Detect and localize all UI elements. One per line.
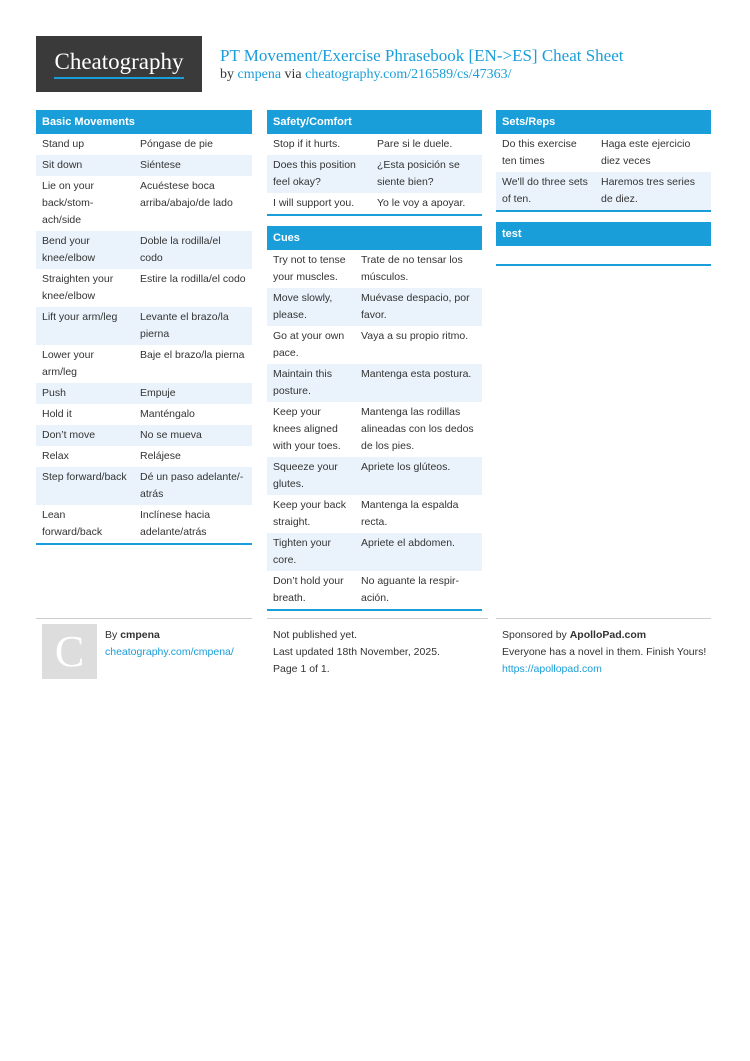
table-row: [267, 457, 482, 495]
spanish-phrase: Empuje: [134, 383, 252, 404]
table-row: [267, 134, 482, 155]
table-row: [36, 505, 252, 543]
english-phrase: Push: [36, 383, 134, 404]
spanish-phrase: Mantenga la espalda recta.: [355, 495, 482, 533]
basic-movements-card: [36, 110, 252, 545]
avatar: C: [42, 624, 97, 679]
table-row: [267, 495, 482, 533]
sheet-url-link[interactable]: cheatography.com/216589/cs/47363/: [305, 67, 512, 82]
spanish-phrase: No aguante la respir- ación.: [355, 571, 482, 609]
table-row: [36, 446, 252, 467]
english-phrase: We'll do three sets of ten.: [496, 172, 595, 210]
safety-comfort-table: [267, 134, 482, 214]
spanish-phrase: Estire la rodilla/el codo: [134, 269, 252, 307]
spanish-phrase: Levante el brazo/la pierna: [134, 307, 252, 345]
table-row: [36, 383, 252, 404]
english-phrase: I will support you.: [267, 193, 371, 214]
sets-reps-table: [496, 134, 711, 210]
page-title: PT Movement/Exercise Phrasebook [EN->ES] Cheat Sheet: [220, 46, 624, 65]
byline: [220, 67, 511, 83]
table-row: [36, 176, 252, 231]
table-row: [496, 172, 711, 210]
card-header: Safety/Comfort: [267, 110, 482, 134]
table-row: [267, 250, 482, 288]
spanish-phrase: Mantenga las rodillas alineadas con los dedos de los pies.: [355, 402, 482, 457]
english-phrase: Lean forward/back: [36, 505, 134, 543]
spanish-phrase: Baje el brazo/la pierna: [134, 345, 252, 383]
sponsor-name: ApolloPad.com: [569, 629, 647, 641]
spanish-phrase: Póngase de pie: [134, 134, 252, 155]
table-row: [267, 326, 482, 364]
footer-author-name: cmpena: [120, 629, 160, 641]
by-label: By: [105, 629, 118, 641]
cues-card: [267, 226, 482, 611]
english-phrase: Maintain this posture.: [267, 364, 355, 402]
footer-status: [267, 618, 488, 678]
spanish-phrase: Dé un paso adelante/- atrás: [134, 467, 252, 505]
spanish-phrase: Haga este ejercicio diez veces: [595, 134, 711, 172]
english-phrase: Relax: [36, 446, 134, 467]
via-label: via: [284, 67, 302, 82]
test-card: [496, 222, 711, 266]
english-phrase: Stop if it hurts.: [267, 134, 371, 155]
spanish-phrase: Yo le voy a apoyar.: [371, 193, 482, 214]
table-row: [267, 288, 482, 326]
spanish-phrase: Apriete los glúteos.: [355, 457, 482, 495]
english-phrase: Step forward/back: [36, 467, 134, 505]
spanish-phrase: Manténgalo: [134, 404, 252, 425]
card-header: Cues: [267, 226, 482, 250]
card-header: Sets/Reps: [496, 110, 711, 134]
english-phrase: Lie on your back/stom- ach/side: [36, 176, 134, 231]
table-row: [267, 533, 482, 571]
table-row: [267, 571, 482, 609]
table-row: [36, 231, 252, 269]
spanish-phrase: Siéntese: [134, 155, 252, 176]
english-phrase: Stand up: [36, 134, 134, 155]
english-phrase: Squeeze your glutes.: [267, 457, 355, 495]
page-number: Page 1 of 1.: [273, 663, 330, 675]
author-link[interactable]: cmpena: [237, 67, 282, 82]
spanish-phrase: No se mueva: [134, 425, 252, 446]
table-row: [36, 425, 252, 446]
spanish-phrase: Mantenga esta postura.: [355, 364, 482, 402]
english-phrase: Try not to tense your muscles.: [267, 250, 355, 288]
basic-movements-table: [36, 134, 252, 543]
sponsor-text: Everyone has a novel in them. Finish Yours!: [502, 646, 707, 658]
table-row: [496, 134, 711, 172]
sponsor-link[interactable]: https://apollopad.com: [502, 663, 602, 675]
sets-reps-card: [496, 110, 711, 212]
english-phrase: Lift your arm/leg: [36, 307, 134, 345]
cheatography-logo[interactable]: [36, 36, 202, 92]
last-updated: Last updated 18th November, 2025.: [273, 646, 440, 658]
table-row: [36, 134, 252, 155]
spanish-phrase: Trate de no tensar los músculos.: [355, 250, 482, 288]
table-row: [267, 155, 482, 193]
spanish-phrase: Inclínese hacia adelante/atrás: [134, 505, 252, 543]
logo-text: Cheatography: [54, 49, 183, 79]
english-phrase: Do this exercise ten times: [496, 134, 595, 172]
table-row: [36, 345, 252, 383]
english-phrase: Does this position feel okay?: [267, 155, 371, 193]
english-phrase: Sit down: [36, 155, 134, 176]
spanish-phrase: Vaya a su propio ritmo.: [355, 326, 482, 364]
english-phrase: Don’t move: [36, 425, 134, 446]
english-phrase: Keep your back straight.: [267, 495, 355, 533]
cues-table: [267, 250, 482, 609]
spanish-phrase: ¿Esta posición se siente bien?: [371, 155, 482, 193]
english-phrase: Bend your knee/elbow: [36, 231, 134, 269]
published-status: Not published yet.: [273, 629, 358, 641]
english-phrase: Lower your arm/leg: [36, 345, 134, 383]
author-profile-link[interactable]: cheatography.com/cmpena/: [105, 646, 234, 658]
spanish-phrase: Pare si le duele.: [371, 134, 482, 155]
table-row: [267, 193, 482, 214]
spanish-phrase: Doble la rodilla/el codo: [134, 231, 252, 269]
table-row: [36, 467, 252, 505]
spanish-phrase: Muévase despacio, por favor.: [355, 288, 482, 326]
english-phrase: Hold it: [36, 404, 134, 425]
english-phrase: Move slowly, please.: [267, 288, 355, 326]
spanish-phrase: Apriete el abdomen.: [355, 533, 482, 571]
english-phrase: Don’t hold your breath.: [267, 571, 355, 609]
spanish-phrase: Acuéstese boca arriba/abajo/de lado: [134, 176, 252, 231]
table-row: [36, 404, 252, 425]
table-row: [36, 155, 252, 176]
safety-comfort-card: [267, 110, 482, 216]
english-phrase: Straighten your knee/elbow: [36, 269, 134, 307]
english-phrase: Go at your own pace.: [267, 326, 355, 364]
footer-author: [36, 618, 252, 707]
table-row: [36, 307, 252, 345]
table-row: [36, 269, 252, 307]
table-row: [267, 402, 482, 457]
spanish-phrase: Relájese: [134, 446, 252, 467]
footer-sponsor: [496, 618, 711, 678]
card-header: Basic Movements: [36, 110, 252, 134]
card-header: test: [496, 222, 711, 246]
table-row: [267, 364, 482, 402]
english-phrase: Keep your knees aligned with your toes.: [267, 402, 355, 457]
spanish-phrase: Haremos tres series de diez.: [595, 172, 711, 210]
by-label: by: [220, 67, 234, 82]
sponsored-label: Sponsored by: [502, 629, 567, 641]
english-phrase: Tighten your core.: [267, 533, 355, 571]
